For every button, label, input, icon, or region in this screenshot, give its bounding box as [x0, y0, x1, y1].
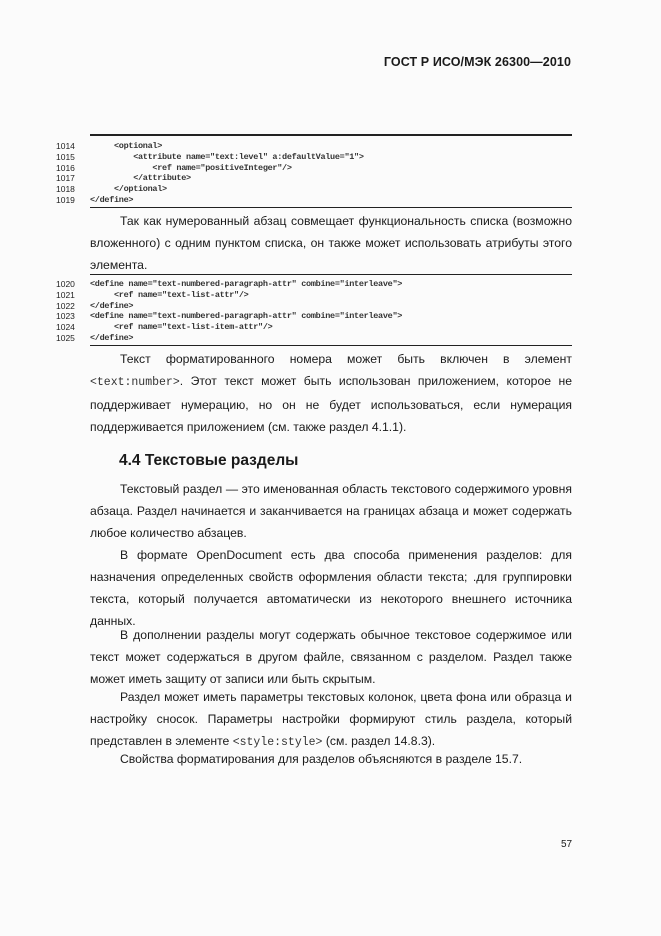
paragraph-opendocument-usage: В формате OpenDocument есть два способа применения разделов: для назначения определенных свойств оформления области текста; .для группировки текста, который получается автоматически из некоторого внешнего источника данных.	[90, 548, 572, 628]
code-line	[56, 322, 576, 333]
code-line	[56, 184, 576, 195]
line-number: 1024	[56, 322, 75, 333]
code-line	[56, 333, 576, 344]
line-number: 1014	[56, 141, 75, 151]
code-line	[56, 311, 576, 322]
code-line	[56, 173, 576, 184]
code-line	[56, 195, 576, 206]
code-block-1	[56, 134, 576, 208]
standard-header: ГОСТ Р ИСО/МЭК 26300—2010	[383, 55, 571, 69]
code-text: </attribute>	[90, 173, 191, 184]
line-number: 1023	[56, 311, 75, 322]
code-text: <optional>	[90, 141, 163, 151]
line-number: 1015	[56, 151, 75, 162]
page-number: 57	[561, 839, 573, 850]
code-line	[56, 279, 576, 290]
line-number: 1021	[56, 289, 75, 300]
line-number: 1025	[56, 332, 75, 343]
code-line	[56, 290, 576, 301]
inline-code-style-style: <style:style>	[232, 736, 323, 749]
code-text: <define name="text-numbered-paragraph-attr" combine="interleave">	[90, 279, 403, 289]
code-text: </define>	[90, 332, 134, 343]
code-text: <define name="text-numbered-paragraph-attr" combine="interleave">	[90, 311, 403, 322]
code-text: </optional>	[90, 184, 167, 195]
code-line	[56, 152, 576, 163]
line-number: 1019	[56, 194, 75, 205]
code-line	[56, 141, 576, 152]
code-block-bottom-rule	[90, 207, 572, 208]
line-number: 1018	[56, 184, 75, 195]
line-number: 1022	[56, 300, 75, 311]
paragraph-section-content: В дополнении разделы могут содержать обычное текстовое содержимое или текст может содержаться в другом файле, связанном с разделом. Раздел также может иметь защиту от записи или быть скрытым.	[90, 628, 572, 686]
paragraph-number-text: Текст форматированного номера может быть включен в элемент <text:number>. Этот текст может быть использован приложением, которое не поддерживает нумерацию, но он не будет использоваться, если нумерация поддерживается приложением (см. также раздел 4.1.1).	[90, 352, 572, 434]
section-title: 4.4 Текстовые разделы	[119, 452, 299, 469]
inline-code-text-number: <text:number>	[90, 376, 180, 389]
paragraph-section-style: Раздел может иметь параметры текстовых колонок, цвета фона или образца и настройку сносок. Параметры настройки формируют стиль раздела, который представлен в элементе <style:style> (см. раздел 14.8.3).	[90, 690, 572, 749]
line-number: 1017	[56, 173, 75, 184]
code-text: <attribute name="text:level" a:defaultValue="1">	[90, 151, 364, 162]
code-text: <ref name="text-list-attr"/>	[90, 289, 249, 300]
line-number: 1016	[56, 162, 75, 173]
line-number: 1020	[56, 279, 75, 289]
code-line	[56, 163, 576, 174]
code-block-2	[56, 274, 576, 346]
code-text: <ref name="text-list-item-attr"/>	[90, 322, 273, 333]
paragraph-formatting-ref: Свойства форматирования для разделов объясняются в разделе 15.7.	[120, 752, 523, 766]
code-text: <ref name="positiveInteger"/>	[90, 162, 292, 173]
paragraph-section-definition: Текстовый раздел — это именованная область текстового содержимого уровня абзаца. Раздел начинается и заканчивается на границах абзаца и может содержать любое количество абзацев.	[90, 482, 572, 540]
code-block-bottom-rule	[90, 345, 572, 346]
code-line	[56, 301, 576, 312]
code-text: </define>	[90, 194, 134, 205]
code-text: </define>	[90, 300, 134, 311]
paragraph-numbered-paragraph: Так как нумерованный абзац совмещает функциональность списка (возможно вложенного) с одним пунктом списка, он также может использовать атрибуты этого элемента.	[90, 214, 572, 272]
